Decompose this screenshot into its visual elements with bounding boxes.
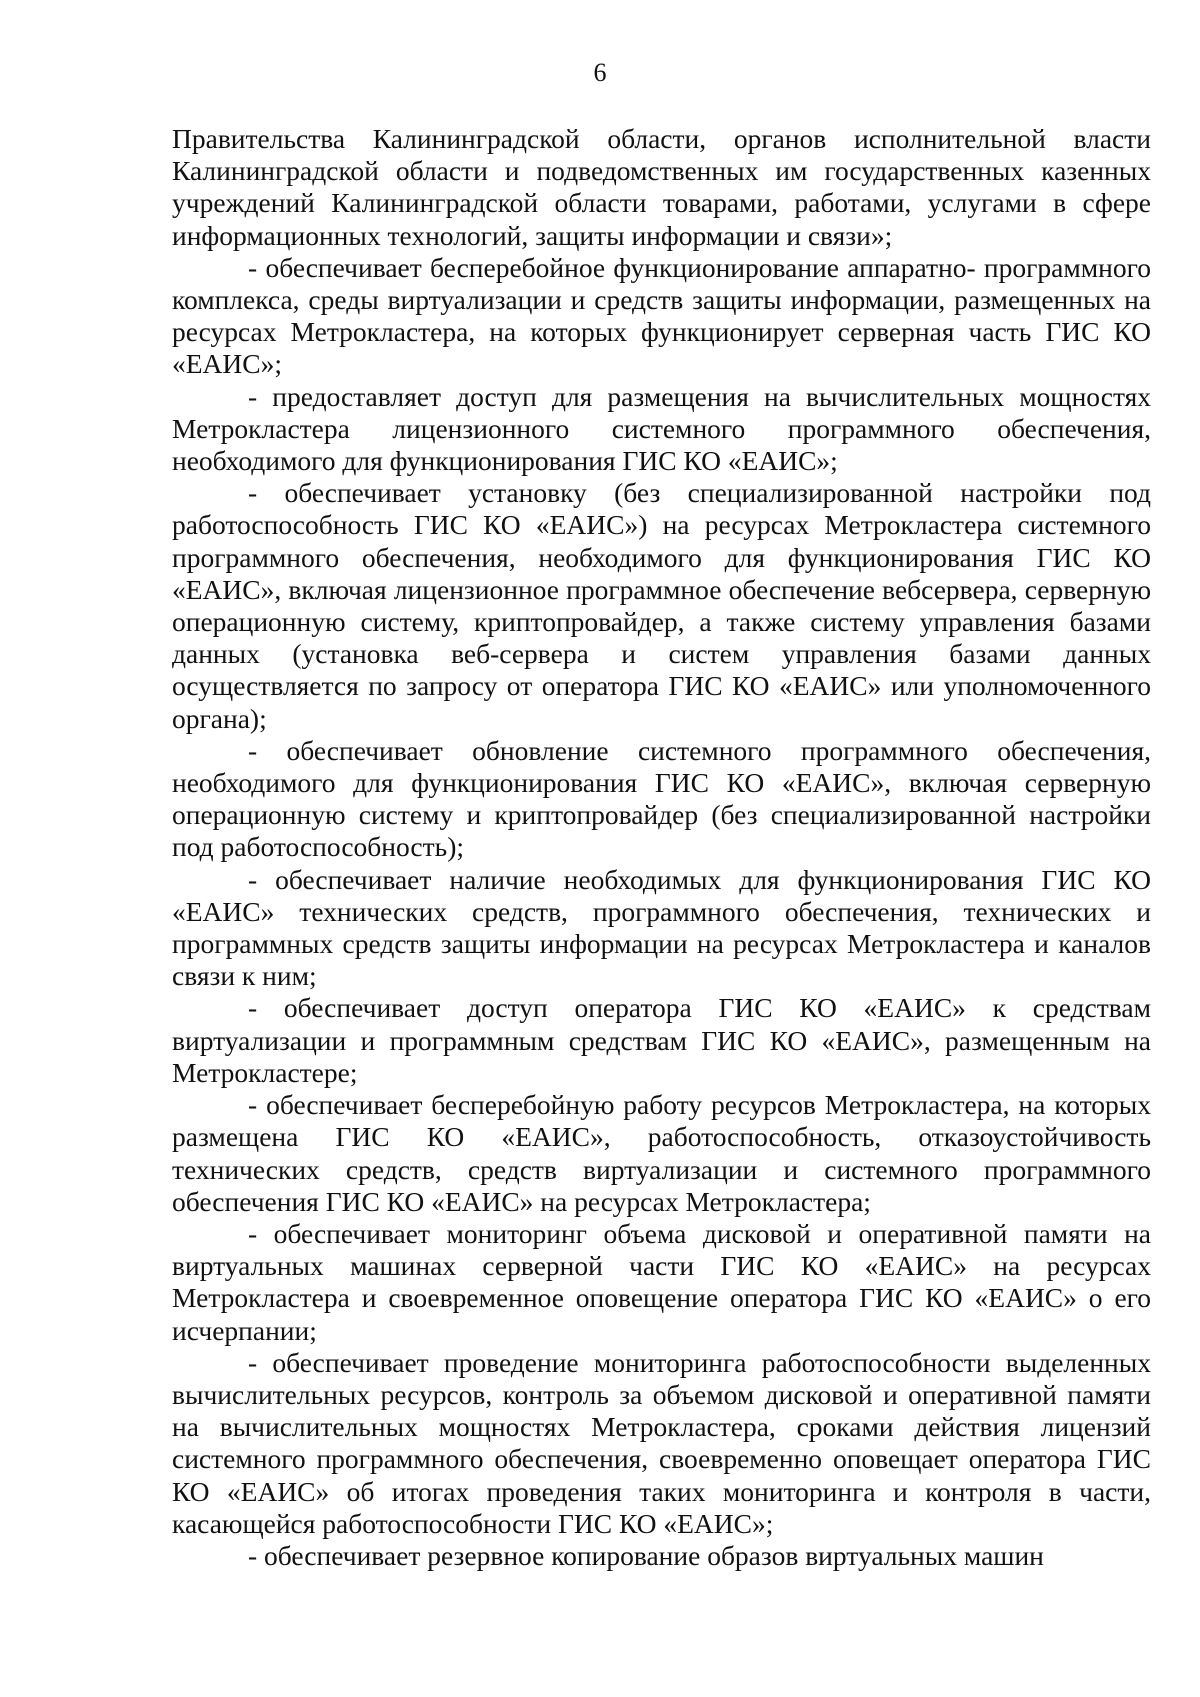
paragraph-7: - обеспечивает доступ оператора ГИС КО «ЕАИС» к средствам виртуализации и программным средствам ГИС КО «ЕАИС», размещенным на Метрокластере; [172,992,1151,1088]
paragraph-10: - обеспечивает проведение мониторинга работоспособности выделенных вычислительных ресурсов, контроль за объемом дисковой и оперативной памяти на вычислительных мощностях Метрокластера, сроками действия лицензий системного программного обеспечения, своевременно оповещает оператора ГИС КО «ЕАИС» об итогах проведения таких мониторинга и контроля в части, касающейся работоспособности ГИС КО «ЕАИС»; [172,1346,1151,1539]
paragraph-2: - обеспечивает бесперебойное функционирование аппаратно- программного комплекса, среды виртуализации и средств защиты информации, размещенных на ресурсах Метрокластера, на которых функционирует серверная часть ГИС КО «ЕАИС»; [172,251,1151,380]
document-body [172,123,1151,1572]
paragraph-3: - предоставляет доступ для размещения на вычислительных мощностях Метрокластера лицензионного системного программного обеспечения, необходимого для функционирования ГИС КО «ЕАИС»; [172,380,1151,477]
paragraph-1: Правительства Калининградской области, органов исполнительной власти Калининградской области и подведомственных им государственных казенных учреждений Калининградской области товарами, работами, услугами в сфере информационных технологий, защиты информации и связи»; [172,123,1151,251]
paragraph-9: - обеспечивает мониторинг объема дисковой и оперативной памяти на виртуальных машинах серверной части ГИС КО «ЕАИС» на ресурсах Метрокластера и своевременное оповещение оператора ГИС КО «ЕАИС» о его исчерпании; [172,1217,1151,1346]
page-number: 6 [593,58,607,87]
paragraph-4: - обеспечивает установку (без специализированной настройки под работоспособность ГИС КО «ЕАИС») на ресурсах Метрокластера системного программного обеспечения, необходимого для функционирования ГИС КО «ЕАИС», включая лицензионное программное обеспечение вебсервера, серверную операционную систему, криптопровайдер, а также систему управления базами данных (установка веб-сервера и систем управления базами данных осуществляется по запросу от оператора ГИС КО «ЕАИС» или уполномоченного органа); [172,477,1151,734]
paragraph-6: - обеспечивает наличие необходимых для функционирования ГИС КО «ЕАИС» технических средств, программного обеспечения, технических и программных средств защиты информации на ресурсах Метрокластера и каналов связи к ним; [172,863,1151,992]
paragraph-8: - обеспечивает бесперебойную работу ресурсов Метрокластера, на которых размещена ГИС КО «ЕАИС», работоспособность, отказоустойчивость технических средств, средств виртуализации и системного программного обеспечения ГИС КО «ЕАИС» на ресурсах Метрокластера; [172,1089,1151,1217]
paragraph-11: - обеспечивает резервное копирование образов виртуальных машин [248,1539,1044,1571]
paragraph-5: - обеспечивает обновление системного программного обеспечения, необходимого для функционирования ГИС КО «ЕАИС», включая серверную операционную систему и криптопровайдер (без специализированной настройки под работоспособность); [172,734,1151,863]
